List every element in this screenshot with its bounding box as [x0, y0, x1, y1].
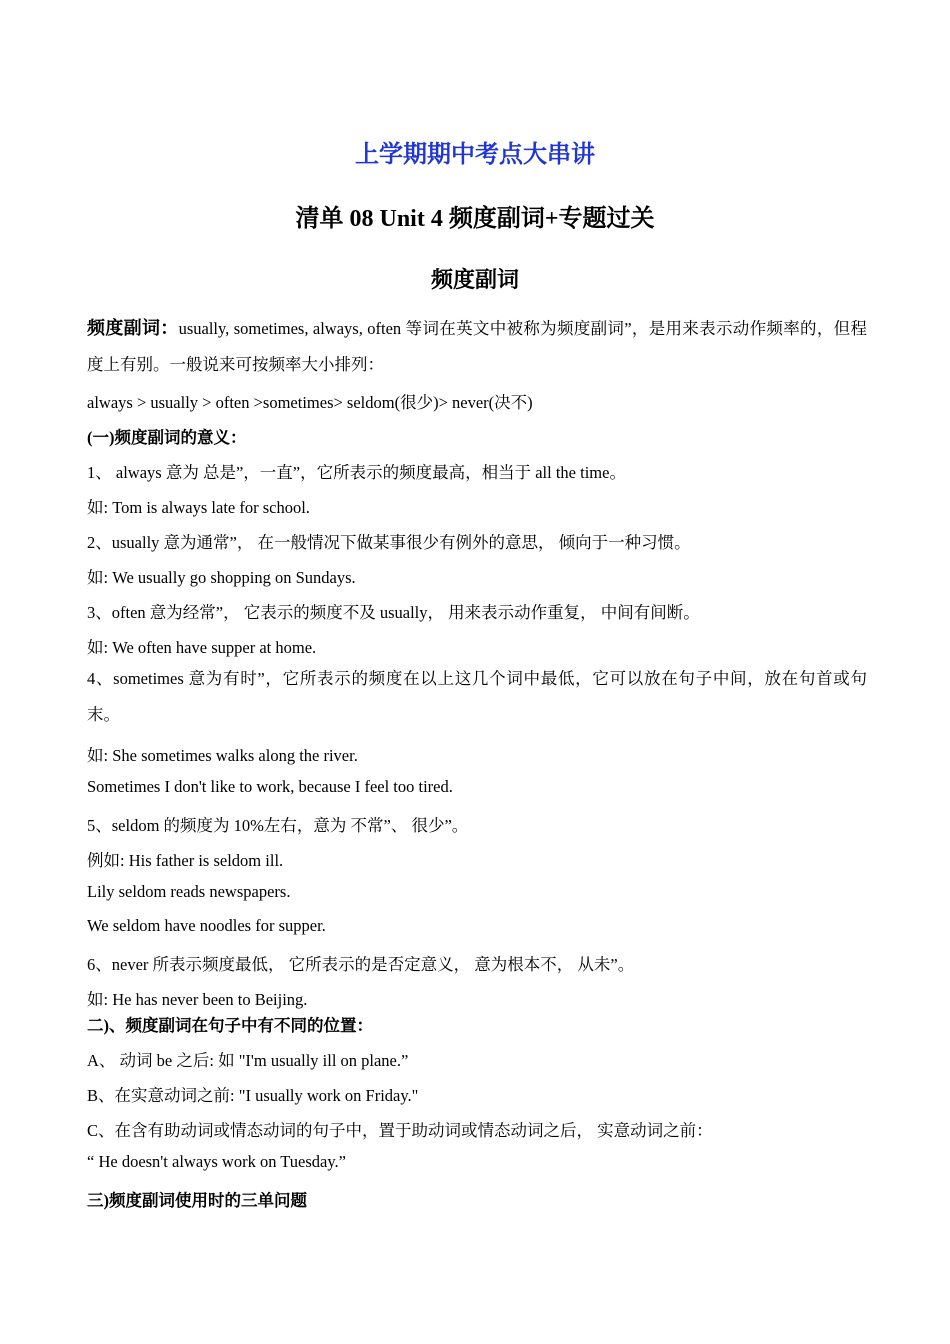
item-usually: 2、usually 意为通常”， 在一般情况下做某事很少有例外的意思， 倾向于一种习惯。	[87, 533, 691, 552]
example-seldom-1: 例如: His father is seldom ill.	[87, 851, 284, 870]
example-sometimes-1: 如: She sometimes walks along the river.	[87, 746, 358, 765]
example-never: 如: He has never been to Beijing.	[87, 990, 308, 1009]
section-title: 频度副词	[430, 267, 519, 292]
example-seldom-3: We seldom have noodles for supper.	[87, 916, 326, 935]
intro-text: usually, sometimes, always, often 等词在英文中被称为频度副词”，是用来表示动作频率的，但程度上有别。一般说来可按频率大小排列：	[87, 319, 868, 374]
example-usually: 如: We usually go shopping on Sundays.	[87, 568, 356, 587]
position-c-example: “ He doesn't always work on Tuesday.”	[87, 1152, 346, 1171]
part3-heading: 三)频度副词使用时的三单问题	[87, 1191, 307, 1210]
part1-heading: (一)频度副词的意义：	[87, 428, 247, 447]
example-always: 如: Tom is always late for school.	[87, 498, 310, 517]
part2-heading: 二)、频度副词在句子中有不同的位置：	[87, 1016, 373, 1035]
main-title: 上学期期中考点大串讲	[355, 142, 595, 168]
position-c: C、在含有助动词或情态动词的句子中，置于助动词或情态动词之后， 实意动词之前：	[87, 1121, 713, 1140]
example-often: 如: We often have supper at home.	[87, 638, 317, 657]
subtitle: 清单 08 Unit 4 频度副词+专题过关	[295, 206, 655, 232]
item-never: 6、never 所表示频度最低， 它所表示的是否定意义， 意为根本不， 从未”。	[87, 955, 635, 974]
example-sometimes-2: Sometimes I don't like to work, because I feel too tired.	[87, 777, 453, 796]
example-seldom-2: Lily seldom reads newspapers.	[87, 882, 291, 901]
position-a: A、 动词 be 之后: 如 "I'm usually ill on plane.”	[87, 1051, 409, 1070]
intro-lead: 频度副词：	[87, 318, 179, 338]
item-always: 1、 always 意为 总是”，一直”，它所表示的频度最高，相当于 all the time。	[87, 463, 626, 482]
position-b: B、在实意动词之前: "I usually work on Friday."	[87, 1086, 419, 1105]
intro-paragraph	[87, 310, 867, 383]
frequency-order: always > usually > often >sometimes> seldom(很少)> never(决不)	[87, 393, 533, 412]
item-often: 3、often 意为经常”， 它表示的频度不及 usually， 用来表示动作重复， 中间有间断。	[87, 603, 700, 622]
item-seldom: 5、seldom 的频度为 10%左右，意为 不常”、 很少”。	[87, 816, 469, 835]
item-sometimes: 4、sometimes 意为有时”，它所表示的频度在以上这几个词中最低，它可以放在句子中间，放在句首或句末。	[87, 669, 867, 724]
